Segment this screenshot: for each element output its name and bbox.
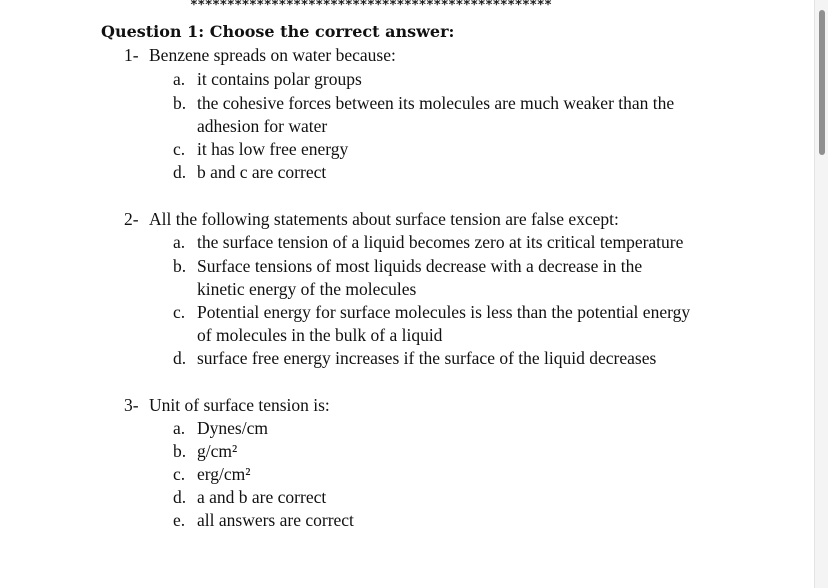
question-text: All the following statements about surface tension are false except: — [149, 209, 619, 229]
option-text: it contains polar groups — [197, 69, 362, 89]
option-letter: a. — [173, 418, 186, 438]
scrollbar-thumb[interactable] — [819, 10, 825, 155]
option-text: a and b are correct — [197, 487, 327, 507]
option-text: surface free energy increases if the surface of the liquid decreases — [197, 348, 657, 368]
option-text-continued: kinetic energy of the molecules — [197, 279, 417, 299]
option-letter: c. — [173, 464, 186, 484]
option-text: b and c are correct — [197, 162, 327, 182]
option-text: g/cm² — [197, 441, 238, 461]
option-text: erg/cm² — [197, 464, 251, 484]
option-text: Dynes/cm — [197, 418, 268, 438]
option-letter: a. — [173, 69, 186, 89]
question-number: 3- — [124, 395, 139, 415]
option-letter: d. — [173, 162, 187, 182]
option-letter: e. — [173, 510, 186, 530]
option-text: all answers are correct — [197, 510, 354, 530]
option-letter: b. — [173, 256, 187, 276]
question-text: Benzene spreads on water because: — [149, 45, 396, 65]
option-text: the cohesive forces between its molecules are much weaker than the — [197, 93, 675, 113]
option-text: the surface tension of a liquid becomes zero at its critical temperature — [197, 232, 684, 252]
option-letter: b. — [173, 441, 187, 461]
option-text: it has low free energy — [197, 139, 349, 159]
question-text: Unit of surface tension is: — [149, 395, 330, 415]
question-number: 1- — [124, 45, 139, 65]
option-text-continued: adhesion for water — [197, 116, 328, 136]
option-letter: b. — [173, 93, 187, 113]
asterisk-divider: ************************************************* — [190, 0, 552, 13]
vertical-scrollbar[interactable] — [814, 0, 828, 588]
option-letter: a. — [173, 232, 186, 252]
question-number: 2- — [124, 209, 139, 229]
option-letter: d. — [173, 487, 187, 507]
option-text: Surface tensions of most liquids decrease with a decrease in the — [197, 256, 643, 276]
question-heading: Question 1: Choose the correct answer: — [101, 22, 455, 41]
option-letter: c. — [173, 139, 186, 159]
option-letter: d. — [173, 348, 187, 368]
option-text-continued: of molecules in the bulk of a liquid — [197, 325, 443, 345]
option-letter: c. — [173, 302, 186, 322]
option-text: Potential energy for surface molecules is less than the potential energy — [197, 302, 691, 322]
